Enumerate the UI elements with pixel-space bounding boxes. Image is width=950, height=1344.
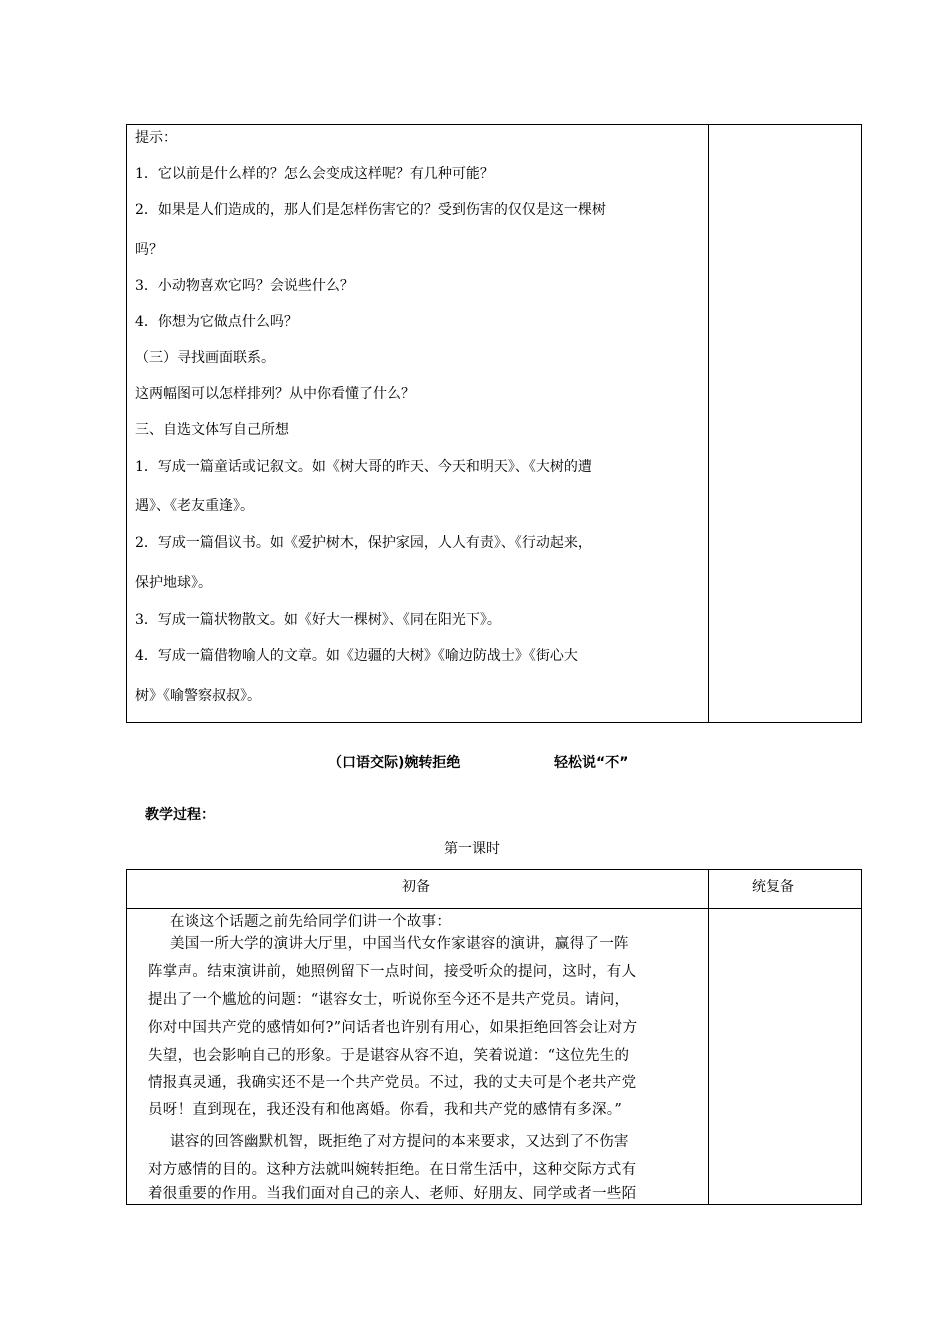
session-label: 第一课时 bbox=[444, 841, 500, 857]
lesson-title-left: （口语交际)婉转拒绝 bbox=[328, 755, 461, 771]
writing-option-1-cont: 遇》、《老友重逢》。 bbox=[135, 498, 254, 514]
lesson-table-header-divider bbox=[126, 908, 862, 909]
hints-table-divider bbox=[708, 124, 709, 723]
story-line: 谌容的回答幽默机智，既拒绝了对方提问的本来要求，又达到了不伤害 bbox=[170, 1134, 629, 1150]
story-line: 你对中国共产党的感情如何?”问话者也许别有用心，如果拒绝回答会让对方 bbox=[148, 1020, 638, 1036]
header-unified-review: 统复备 bbox=[752, 879, 794, 895]
hint-heading: 提示： bbox=[135, 130, 177, 146]
lesson-title-right: 轻松说“不” bbox=[554, 755, 629, 771]
hint-item-3: 3．小动物喜欢它吗？会说些什么？ bbox=[135, 278, 354, 294]
story-line: 失望，也会影响自己的形象。于是谌容从容不迫，笑着说道：“这位先生的 bbox=[148, 1048, 630, 1064]
hint-item-2: 2．如果是人们造成的，那人们是怎样伤害它的？受到伤害的仅仅是这一棵树 bbox=[135, 202, 606, 218]
picture-link-question: 这两幅图可以怎样排列？从中你看懂了什么？ bbox=[135, 386, 415, 402]
lesson-table-divider bbox=[708, 869, 709, 1205]
section-free-writing: 三、自选文体写自己所想 bbox=[135, 422, 289, 438]
hint-item-2-cont: 吗？ bbox=[135, 242, 163, 258]
teaching-process-label: 教学过程： bbox=[145, 807, 215, 823]
section-picture-link: （三）寻找画面联系。 bbox=[135, 350, 275, 366]
story-line: 对方感情的目的。这种方法就叫婉转拒绝。在日常生活中，这种交际方式有 bbox=[148, 1162, 637, 1178]
story-line: 阵掌声。结束演讲前，她照例留下一点时间，接受听众的提问，这时，有人 bbox=[148, 964, 637, 980]
hint-item-1: 1．它以前是什么样的？怎么会变成这样呢？有几种可能？ bbox=[135, 166, 494, 182]
story-line: 提出了一个尴尬的问题：“谌容女士，听说你至今还不是共产党员。请问， bbox=[148, 992, 630, 1008]
story-line: 情报真灵通，我确实还不是一个共产党员。不过，我的丈夫可是个老共产党 bbox=[148, 1075, 637, 1091]
header-initial-prep: 初备 bbox=[402, 879, 430, 895]
story-intro: 在谈这个话题之前先给同学们讲一个故事： bbox=[170, 914, 452, 930]
writing-option-3: 3．写成一篇状物散文。如《好大一棵树》、《同在阳光下》。 bbox=[135, 612, 501, 628]
writing-option-2: 2．写成一篇倡议书。如《爱护树木，保护家园，人人有责》、《行动起来， bbox=[135, 535, 592, 551]
writing-option-2-cont: 保护地球》。 bbox=[135, 575, 212, 591]
hint-item-4: 4．你想为它做点什么吗？ bbox=[135, 314, 298, 330]
writing-option-4-cont: 树》《喻警察叔叔》。 bbox=[135, 688, 261, 704]
story-line: 着很重要的作用。当我们面对自己的亲人、老师、好朋友、同学或者一些陌 bbox=[148, 1186, 637, 1202]
writing-option-4: 4．写成一篇借物喻人的文章。如《边疆的大树》《喻边防战士》《街心大 bbox=[135, 648, 578, 664]
story-line: 员呀！直到现在，我还没有和他离婚。你看，我和共产党的感情有多深。” bbox=[148, 1102, 623, 1118]
writing-option-1: 1．写成一篇童话或记叙文。如《树大哥的昨天、今天和明天》、《大树的遭 bbox=[135, 459, 592, 475]
story-line: 美国一所大学的演讲大厅里，中国当代女作家谌容的演讲，赢得了一阵 bbox=[170, 936, 629, 952]
